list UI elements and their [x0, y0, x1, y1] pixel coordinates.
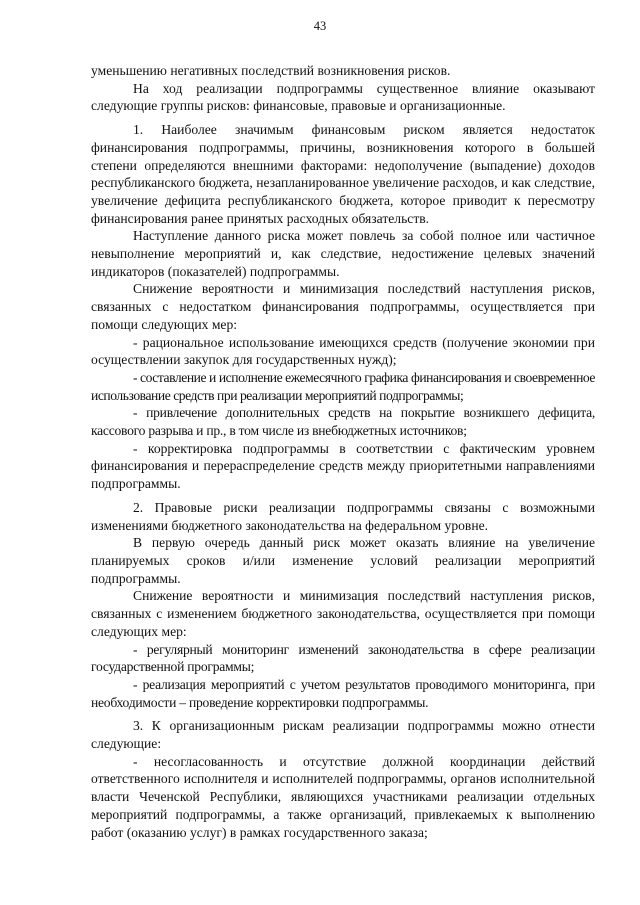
paragraph-financial-mitigation: Снижение вероятности и минимизация последствий наступления рисков, связанных с недостатком финансирования подпрограммы, осуществляется при помощи следующих мер: — [91, 281, 595, 332]
page-body — [91, 62, 595, 841]
list-item-program-adjustment: - корректировка подпрограммы в соответствии с фактическим уровнем финансирования и перераспределение средств между приоритетными направлениями подпрограммы. — [91, 440, 595, 492]
paragraph-continuation: уменьшению негативных последствий возникновения рисков. — [91, 63, 451, 78]
list-item-rational-use: - рациональное использование имеющихся средств (получение экономии при осуществлении закупок для государственных нужд); — [91, 334, 595, 368]
list-item-implementation: - реализация мероприятий с учетом результатов проводимого мониторинга, при необходимости – проведение корректировки подпрограммы. — [91, 676, 595, 710]
paragraph-legal-risk: 2. Правовые риски реализации подпрограммы связаны с возможными изменениями бюджетного законодательства на федеральном уровне. — [91, 499, 595, 533]
paragraph-organizational-risk: 3. К организационным рискам реализации подпрограммы можно отнести следующие: — [91, 718, 595, 752]
paragraph-financial-risk: 1. Наиболее значимым финансовым риском является недостаток финансирования подпрограммы, причины, возникновения которого в большей степени определяются внешними факторами: недополучение (выпадение) доходов республиканского бюджета, незапланированное увеличение расходов, и как следствие, увеличение дефицита республиканского бюджета, которое приводит к пересмотру финансирования ранее принятых расходных обязательств. — [91, 122, 595, 226]
list-item-coordination: - несогласованность и отсутствие должной координации действий ответственного исполнителя и исполнителей подпрограммы, органов исполнительной власти Чеченской Республики, являющихся участниками реализации отдельных мероприятий подпрограммы, а также организаций, привлекаемых к выполнению работ (оказанию услуг) в рамках государственного заказа; — [91, 753, 595, 840]
paragraph-legal-mitigation: Снижение вероятности и минимизация последствий наступления рисков, связанных с изменением бюджетного законодательства, осуществляется при помощи следующих мер: — [91, 588, 595, 639]
list-item-monitoring: - регулярный мониторинг изменений законодательства в сфере реализации государственной программы; — [91, 641, 595, 675]
list-item-monthly-schedule: - составление и исполнение ежемесячного графика финансирования и своевременное использование средств при реализации мероприятий подпрограммы; — [91, 369, 595, 403]
paragraph-risk-consequence: Наступление данного риска может повлечь за собой полное или частичное невыполнение мероприятий и, как следствие, недостижение целевых значений индикаторов (показателей) подпрограммы. — [91, 228, 595, 279]
paragraph-legal-risk-impact: В первую очередь данный риск может оказать влияние на увеличение планируемых сроков и/или изменение условий реализации мероприятий подпрограммы. — [91, 535, 595, 586]
list-item-additional-funds: - привлечение дополнительных средств на покрытие возникшего дефицита, кассового разрыва и пр., в том числе из внебюджетных источников; — [91, 405, 595, 439]
paragraph-risk-groups: На ход реализации подпрограммы существенное влияние оказывают следующие группы рисков: финансовые, правовые и организационные. — [91, 80, 595, 114]
page-number: 43 — [313, 19, 327, 33]
